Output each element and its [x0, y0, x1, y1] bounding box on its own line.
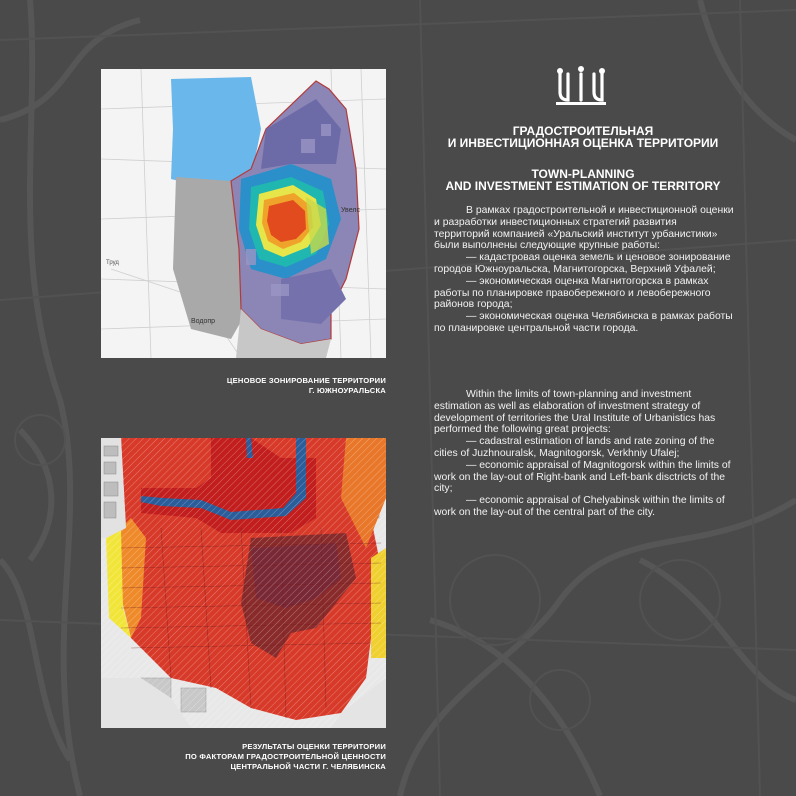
paragraph: В рамках градостроительной и инвестиционной оценки и разработки инвестиционных стратегий развития территорий компанией «Уральский институт урбанистики» были выполнены следующие крупные работы:: [434, 205, 734, 252]
title-english-line2: AND INVESTMENT ESTIMATION OF TERRITORY: [445, 179, 721, 193]
map-yuzhnouralsk-price-zoning: [101, 69, 386, 358]
map1-street-label-1: Увелс: [341, 207, 360, 214]
caption-line: ПО ФАКТОРАМ ГРАДОСТРОИТЕЛЬНОЙ ЦЕННОСТИ: [185, 752, 386, 761]
caption-line: РЕЗУЛЬТАТЫ ОЦЕНКИ ТЕРРИТОРИИ: [242, 742, 386, 751]
title-english-line1: TOWN-PLANNING: [531, 167, 635, 181]
map1-street-label-2: Труд: [106, 260, 119, 266]
title-russian-line2: И ИНВЕСТИЦИОННАЯ ОЦЕНКА ТЕРРИТОРИИ: [447, 136, 719, 150]
paragraph: Within the limits of town-planning and investment estimation as well as elaboration of investment strategy of development of territories the Ural Institute of Urbanistics has performed the following great projects:: [434, 389, 716, 436]
body-text-russian: [434, 205, 734, 335]
list-item: — economic appraisal of Chelyabinsk within the limits of work on the lay-out of the central part of the city.: [434, 495, 725, 518]
caption-line: ЦЕНОВОЕ ЗОНИРОВАНИЕ ТЕРРИТОРИИ: [226, 376, 386, 385]
title-russian-line1: ГРАДОСТРОИТЕЛЬНАЯ: [512, 124, 654, 138]
caption-line: Г. ЮЖНОУРАЛЬСКА: [308, 386, 386, 395]
list-item: — cadastral estimation of lands and rate zoning of the cities of Juzhnouralsk, Magnitogorsk, Verkhniy Ufalej;: [434, 436, 715, 459]
list-item: — economic appraisal of Magnitogorsk within the limits of work on the lay-out of Right-bank and Left-bank disctricts of the city;: [434, 459, 731, 495]
body-text-english: [434, 389, 734, 519]
list-item: — кадастровая оценка земель и ценовое зонирование городов Южноуральска, Магнитогорска, Верхний Уфалей;: [434, 252, 731, 275]
uiu-logo: [552, 62, 610, 108]
caption-map-chelyabinsk: [86, 742, 386, 772]
caption-line: ЦЕНТРАЛЬНОЙ ЧАСТИ Г. ЧЕЛЯБИНСКА: [230, 762, 386, 771]
list-item: — экономическая оценка Магнитогорска в рамках работы по планировке правобережного и левобережного районов города;: [434, 275, 711, 311]
list-item: — экономическая оценка Челябинска в рамках работы по планировке центральной части города.: [434, 311, 733, 334]
caption-map-yuzhnouralsk: [86, 376, 386, 396]
map1-street-label-3: Водопр: [191, 318, 216, 325]
map-chelyabinsk-value-assessment: [101, 438, 386, 728]
